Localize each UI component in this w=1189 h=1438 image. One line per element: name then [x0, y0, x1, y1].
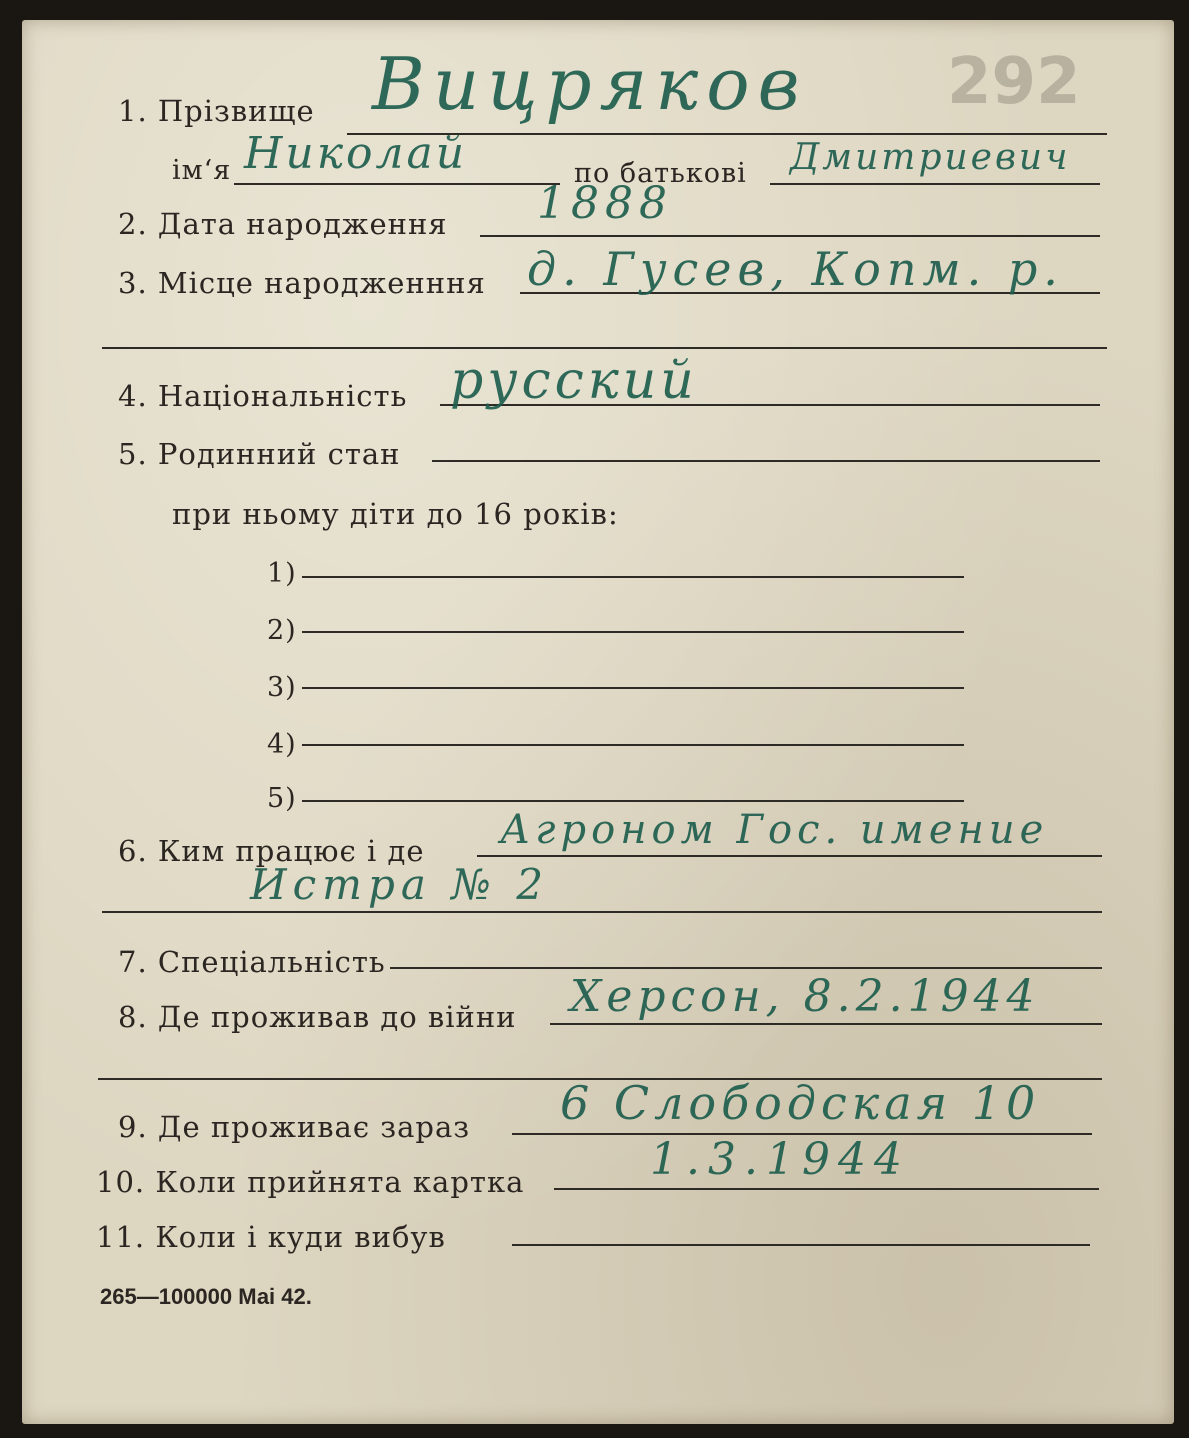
label-work: 6. Ким працює і де [118, 834, 425, 868]
surname-number: 292 [947, 45, 1081, 119]
line-first-name [234, 183, 560, 185]
label-specialty: 7. Спеціальність [118, 945, 386, 979]
hw-work-1: Агроном Гос. имение [500, 807, 1049, 853]
line-birth-date [480, 235, 1100, 237]
line-birth-place-2 [102, 347, 1107, 349]
label-nationality: 4. Національність [118, 379, 408, 413]
hw-prewar-residence: Херсон, 8.2.1944 [570, 971, 1040, 1022]
hw-patronymic: Дмитриевич [790, 137, 1071, 178]
line-child-4 [302, 744, 964, 746]
hw-card-date: 1.3.1944 [650, 1134, 910, 1185]
line-work [477, 855, 1102, 857]
hw-surname: Вицряков [372, 42, 808, 126]
hw-current-residence: 6 Слободская 10 [560, 1076, 1041, 1130]
label-prewar-residence: 8. Де проживав до війни [118, 1000, 517, 1034]
label-birth-place: 3. Місце народженння [118, 266, 486, 300]
label-departed: 11. Коли і куди вибув [96, 1220, 446, 1254]
hw-work-2: Истра № 2 [250, 860, 550, 909]
line-departed [512, 1244, 1090, 1246]
line-child-5 [302, 800, 964, 802]
label-marital-status: 5. Родинний стан [118, 437, 401, 471]
child-2-label: 2) [267, 615, 297, 646]
hw-nationality: русский [450, 351, 698, 411]
label-first-name: ім‘я [172, 155, 232, 186]
child-1-label: 1) [267, 558, 297, 589]
child-3-label: 3) [267, 672, 297, 703]
print-footer: 265—100000 Маі 42. [100, 1284, 312, 1309]
child-5-label: 5) [267, 783, 297, 814]
child-4-label: 4) [267, 729, 297, 760]
line-specialty [390, 967, 1102, 969]
line-card-accepted [554, 1188, 1099, 1190]
label-current-residence: 9. Де проживає зараз [118, 1110, 471, 1144]
line-patronymic [770, 183, 1100, 185]
line-work-2 [102, 911, 1102, 913]
line-child-2 [302, 631, 964, 633]
label-children: при ньому діти до 16 років: [172, 497, 619, 531]
label-patronymic: по батькові [574, 158, 747, 189]
line-child-3 [302, 687, 964, 689]
label-surname: 1. Прізвище [118, 94, 315, 128]
hw-first-name: Николай [244, 128, 468, 179]
label-card-accepted: 10. Коли прийнята картка [96, 1165, 525, 1199]
label-birth-date: 2. Дата народження [118, 207, 448, 241]
hw-birth-place: д. Гусев, Копм. р. [527, 242, 1064, 296]
line-child-1 [302, 576, 964, 578]
line-marital-status [432, 460, 1100, 462]
registration-card [22, 20, 1174, 1424]
line-prewar-residence [550, 1023, 1102, 1025]
hw-birth-date: 1888 [537, 178, 673, 229]
